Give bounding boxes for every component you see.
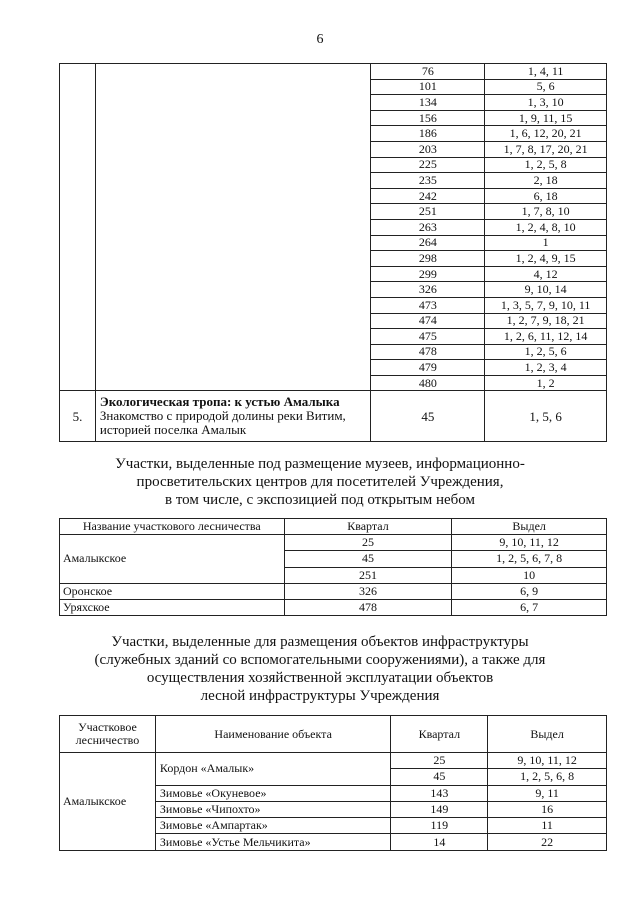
kvartal-cell: 101 <box>371 79 485 95</box>
vydel-cell: 1 <box>485 235 607 251</box>
header-line: лесничество <box>75 733 140 747</box>
table-row <box>60 599 607 615</box>
table-row <box>60 535 607 551</box>
kvartal-cell: 134 <box>371 95 485 111</box>
vydel-cell: 1, 2, 3, 4 <box>485 360 607 376</box>
kvartal-cell: 149 <box>391 801 488 817</box>
kvartal-cell: 45 <box>391 769 488 785</box>
column-header: Выдел <box>452 519 607 535</box>
table-row <box>60 753 607 769</box>
kvartal-cell: 25 <box>284 535 452 551</box>
heading-line: Участки, выделенные для размещения объектов инфраструктуры <box>111 634 529 650</box>
kvartal-cell: 298 <box>371 251 485 267</box>
vydel-cell: 9, 10, 11, 12 <box>452 535 607 551</box>
vydel-cell: 9, 10, 14 <box>485 282 607 298</box>
kvartal-cell: 235 <box>371 173 485 189</box>
table-row <box>60 64 607 80</box>
vydel-cell: 1, 2, 6, 11, 12, 14 <box>485 329 607 345</box>
route-description <box>95 391 371 442</box>
row-number: 5. <box>60 391 96 442</box>
column-header: Наименование объекта <box>155 716 391 753</box>
route-text: Знакомство с природой долины реки Витим, историей поселка Амалык <box>99 408 346 438</box>
kvartal-cell: 326 <box>284 583 452 599</box>
vydel-cell: 9, 10, 11, 12 <box>488 753 607 769</box>
heading-line: осуществления хозяйственной эксплуатации объектов <box>146 670 494 686</box>
vydel-cell: 1, 6, 12, 20, 21 <box>485 126 607 142</box>
object-name: Кордон «Амалык» <box>155 753 391 786</box>
kvartal-cell: 45 <box>284 551 452 567</box>
vydel-cell: 6, 18 <box>485 188 607 204</box>
object-name: Зимовье «Чипохто» <box>155 801 391 817</box>
vydel-cell: 1, 3, 5, 7, 9, 10, 11 <box>485 297 607 313</box>
table-row <box>60 391 607 442</box>
infrastructure-plots-table <box>59 715 607 851</box>
vydel-cell: 9, 11 <box>488 785 607 801</box>
column-header: Название участкового лесничества <box>60 519 285 535</box>
vydel-cell: 1, 2 <box>485 375 607 391</box>
object-name: Зимовье «Ампартак» <box>155 818 391 834</box>
vydel-cell: 1, 3, 10 <box>485 95 607 111</box>
empty-cell <box>60 64 96 391</box>
lesnichestvo-name: Уряхское <box>60 599 285 615</box>
kvartal-cell: 475 <box>371 329 485 345</box>
kvartal-cell: 326 <box>371 282 485 298</box>
vydel-cell: 2, 18 <box>485 173 607 189</box>
heading-infrastructure <box>0 633 640 705</box>
kvartal-cell: 299 <box>371 266 485 282</box>
heading-line: просветительских центров для посетителей Учреждения, <box>136 474 504 490</box>
kvartal-cell: 76 <box>371 64 485 80</box>
kvartal-cell: 242 <box>371 188 485 204</box>
kvartal-cell: 251 <box>284 567 452 583</box>
object-name: Зимовье «Окуневое» <box>155 785 391 801</box>
kvartal-cell: 251 <box>371 204 485 220</box>
heading-line: (служебных зданий со вспомогательными сооружениями), а также для <box>94 652 546 668</box>
column-header: Выдел <box>488 716 607 753</box>
kvartal-cell: 478 <box>284 599 452 615</box>
empty-cell <box>95 64 371 391</box>
route-title: Экологическая тропа: к устью Амалыка <box>99 394 340 410</box>
kvartal-cell: 480 <box>371 375 485 391</box>
heading-line: лесной инфраструктуры Учреждения <box>200 688 440 704</box>
vydel-cell: 1, 2, 5, 8 <box>485 157 607 173</box>
table-row <box>60 583 607 599</box>
kvartal-cell: 479 <box>371 360 485 376</box>
page-number: 6 <box>316 32 324 47</box>
kvartal-cell: 14 <box>391 834 488 850</box>
vydel-cell: 11 <box>488 818 607 834</box>
routes-table <box>59 63 607 442</box>
lesnichestvo-name: Амалыкское <box>60 535 285 584</box>
heading-line: в том числе, с экспозицией под открытым небом <box>164 492 475 508</box>
kvartal-cell: 264 <box>371 235 485 251</box>
vydel-cell: 6, 9 <box>452 583 607 599</box>
column-header: Квартал <box>391 716 488 753</box>
vydel-cell: 1, 2, 4, 8, 10 <box>485 219 607 235</box>
vydel-cell: 1, 7, 8, 10 <box>485 204 607 220</box>
heading-line: Участки, выделенные под размещение музеев, информационно- <box>115 456 525 472</box>
kvartal-cell: 45 <box>371 391 485 442</box>
kvartal-cell: 119 <box>391 818 488 834</box>
vydel-cell: 16 <box>488 801 607 817</box>
vydel-cell: 1, 5, 6 <box>485 391 607 442</box>
vydel-cell: 1, 2, 5, 6 <box>485 344 607 360</box>
kvartal-cell: 473 <box>371 297 485 313</box>
kvartal-cell: 474 <box>371 313 485 329</box>
kvartal-cell: 478 <box>371 344 485 360</box>
header-line: Участковое <box>78 720 137 734</box>
kvartal-cell: 25 <box>391 753 488 769</box>
vydel-cell: 1, 2, 5, 6, 8 <box>488 769 607 785</box>
vydel-cell: 6, 7 <box>452 599 607 615</box>
vydel-cell: 1, 4, 11 <box>485 64 607 80</box>
vydel-cell: 1, 2, 7, 9, 18, 21 <box>485 313 607 329</box>
kvartal-cell: 263 <box>371 219 485 235</box>
kvartal-cell: 203 <box>371 141 485 157</box>
vydel-cell: 1, 9, 11, 15 <box>485 110 607 126</box>
column-header <box>60 716 156 753</box>
lesnichestvo-name: Оронское <box>60 583 285 599</box>
vydel-cell: 22 <box>488 834 607 850</box>
heading-museums <box>0 455 640 509</box>
object-name: Зимовье «Устье Мельчикита» <box>155 834 391 850</box>
vydel-cell: 1, 7, 8, 17, 20, 21 <box>485 141 607 157</box>
vydel-cell: 10 <box>452 567 607 583</box>
vydel-cell: 5, 6 <box>485 79 607 95</box>
kvartal-cell: 225 <box>371 157 485 173</box>
lesnichestvo-name: Амалыкское <box>60 753 156 851</box>
vydel-cell: 4, 12 <box>485 266 607 282</box>
museum-plots-table <box>59 518 607 616</box>
kvartal-cell: 186 <box>371 126 485 142</box>
vydel-cell: 1, 2, 5, 6, 7, 8 <box>452 551 607 567</box>
kvartal-cell: 143 <box>391 785 488 801</box>
kvartal-cell: 156 <box>371 110 485 126</box>
column-header: Квартал <box>284 519 452 535</box>
vydel-cell: 1, 2, 4, 9, 15 <box>485 251 607 267</box>
